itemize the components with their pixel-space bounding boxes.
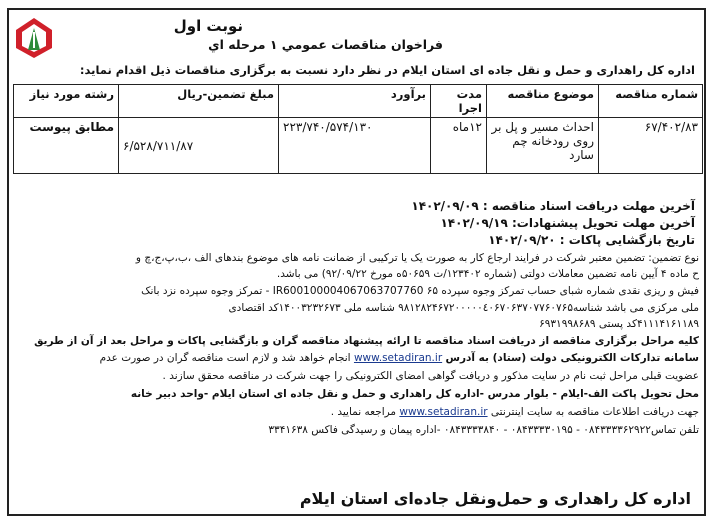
- delivery-location-line: محل تحویل پاکت الف-ایلام - بلوار مدرس -اداره کل راهداری و حمل و نقل جاده ای استان ایلام -واحد دبیر خانه: [130, 388, 699, 400]
- registration-line: عضویت قبلی مراحل ثبت نام در سایت مذکور و دریافت گواهی امضای الکترونیکی را جهت شرکت در مناقصه محقق سازند .: [162, 370, 699, 382]
- subject-line-1: احداث مسیر و پل بر: [491, 120, 594, 134]
- duration-value: ١٢ماه: [452, 120, 482, 134]
- road-organization-logo-icon: [14, 16, 54, 60]
- tender-number: ٨٣/۴٠٢/۶٧: [644, 120, 698, 134]
- tender-table: [13, 84, 703, 174]
- bank-account-line: فیش و ریزی نقدی شماره شبای حساب تمرکز وجوه سپرده ۶۵ IR600100004067063707760 - تمرکز وجوه سپرده نزد بانک: [141, 285, 699, 297]
- cell-field: [14, 118, 119, 174]
- table-header-row: [14, 85, 703, 118]
- info-line-rest: مراجعه نمایید .: [330, 406, 397, 418]
- organization-footer: اداره کل راهداری و حمل‌ونقل جاده‌ای استان ایلام: [299, 489, 691, 508]
- col-header-guarantee: مبلغ تضمین-ریال: [119, 85, 279, 118]
- deadline-submit: آخرین مهلت تحویل پیشنهادات: ١۴٠٢/٠٩/١٩: [440, 216, 695, 230]
- cell-estimate: [279, 118, 431, 174]
- process-line-1: کلیه مراحل برگزاری مناقصه از دریافت اسناد مناقصه تا ارائه پیشنهاد مناقصه گران و بازگشایی پاکات و مراحل بعد از آن از طریق: [34, 335, 699, 347]
- cell-guarantee: [119, 118, 279, 174]
- subject-line-3: سارد: [569, 148, 594, 162]
- guarantee-regulation-line: ح ماده ۴ آیین نامه تضمین معاملات دولتی (شماره ١٢٣۴٠٢/ت ۵٠۶۵٩ه مورخ ٩٢/٠٩/٢٢) می باشد.: [276, 268, 699, 280]
- cell-duration: [431, 118, 487, 174]
- table-row: [14, 118, 703, 174]
- deadline-receive: آخرین مهلت دریافت اسناد مناقصه : ١۴٠٢/٠٩/٠٩: [411, 199, 695, 213]
- process-line-2: [100, 352, 699, 364]
- col-header-duration: مدت اجرا: [431, 85, 487, 118]
- col-header-field: رشته مورد نیاز: [14, 85, 119, 118]
- notice-title: فراخوان مناقصات عمومي ١ مرحله اي: [208, 37, 443, 52]
- col-header-subject: موضوع مناقصه: [487, 85, 599, 118]
- subject-line-2: روی رودخانه چم: [512, 134, 594, 148]
- estimate-value: ١٣٠/۵٧۴/٢٢٣/٧۴٠: [283, 120, 373, 134]
- col-header-number: شماره مناقصه: [599, 85, 703, 118]
- notice-intro: اداره کل راهداری و حمل و نقل جاده ای استان ایلام در نظر دارد نسبت به برگزاری مناقصات ذیل اقدام نماید:: [79, 63, 695, 77]
- guarantee-type-line: نوع تضمین: تضمین معتبر شرکت در فرایند ارجاع کار به صورت یک یا ترکیبی از ضمانت نامه های موضوع بندهای الف ،ب،پ،ج،چ و: [135, 252, 699, 264]
- setad-link[interactable]: www.setadiran.ir: [353, 352, 443, 364]
- opening-date: تاریخ بازگشایی پاکات : ١۴٠٢/٠٩/٢٠: [488, 233, 695, 247]
- info-line-label: جهت دریافت اطلاعات مناقصه به سایت اینترنتی: [490, 406, 699, 418]
- bank-id-line: ملی مرکزی می باشد شناسه٩٨١٢٨٢۴۶٧٢٠٠٠٠٠٤٠۶٧٠۶٣٧٠٧٧۶٠٧۶۵ شناسه ملی ١۴٠٠٣٢٣٢۶٧٣کد اقتصادی: [228, 302, 699, 314]
- setad-system-label: سامانه تدارکات الکترونیکی دولت (ستاد) به آدرس: [445, 352, 699, 364]
- guarantee-value: ۶/۵٢٨/٧١١/٨٧: [123, 138, 194, 153]
- process-line-2-rest: انجام خواهد شد و لازم است مناقصه گران در صورت عدم: [99, 352, 351, 364]
- contact-line: تلفن تماس٠٨۴٣٣٣٣۶٢٩٢٢ - ٠٨۴٣٣٣٣٠١٩۵ - ٠٨۴٣٣٣٣٨۴٠ -اداره پیمان و رسیدگی فاکس ٣٣۴١۶٣٨: [268, 424, 699, 436]
- cell-number: [599, 118, 703, 174]
- info-line: [331, 406, 699, 418]
- cell-subject: [487, 118, 599, 174]
- postal-code-line: ۴١١١۴١۶١١٨٩کد پستی ۶٩٣١٩٩٨۶٨٩: [539, 318, 699, 330]
- field-value: مطابق پیوست: [29, 120, 114, 134]
- setad-link-2[interactable]: www.setadiran.ir: [399, 406, 488, 418]
- notice-round: نوبت اول: [173, 17, 243, 35]
- col-header-estimate: برآورد: [279, 85, 431, 118]
